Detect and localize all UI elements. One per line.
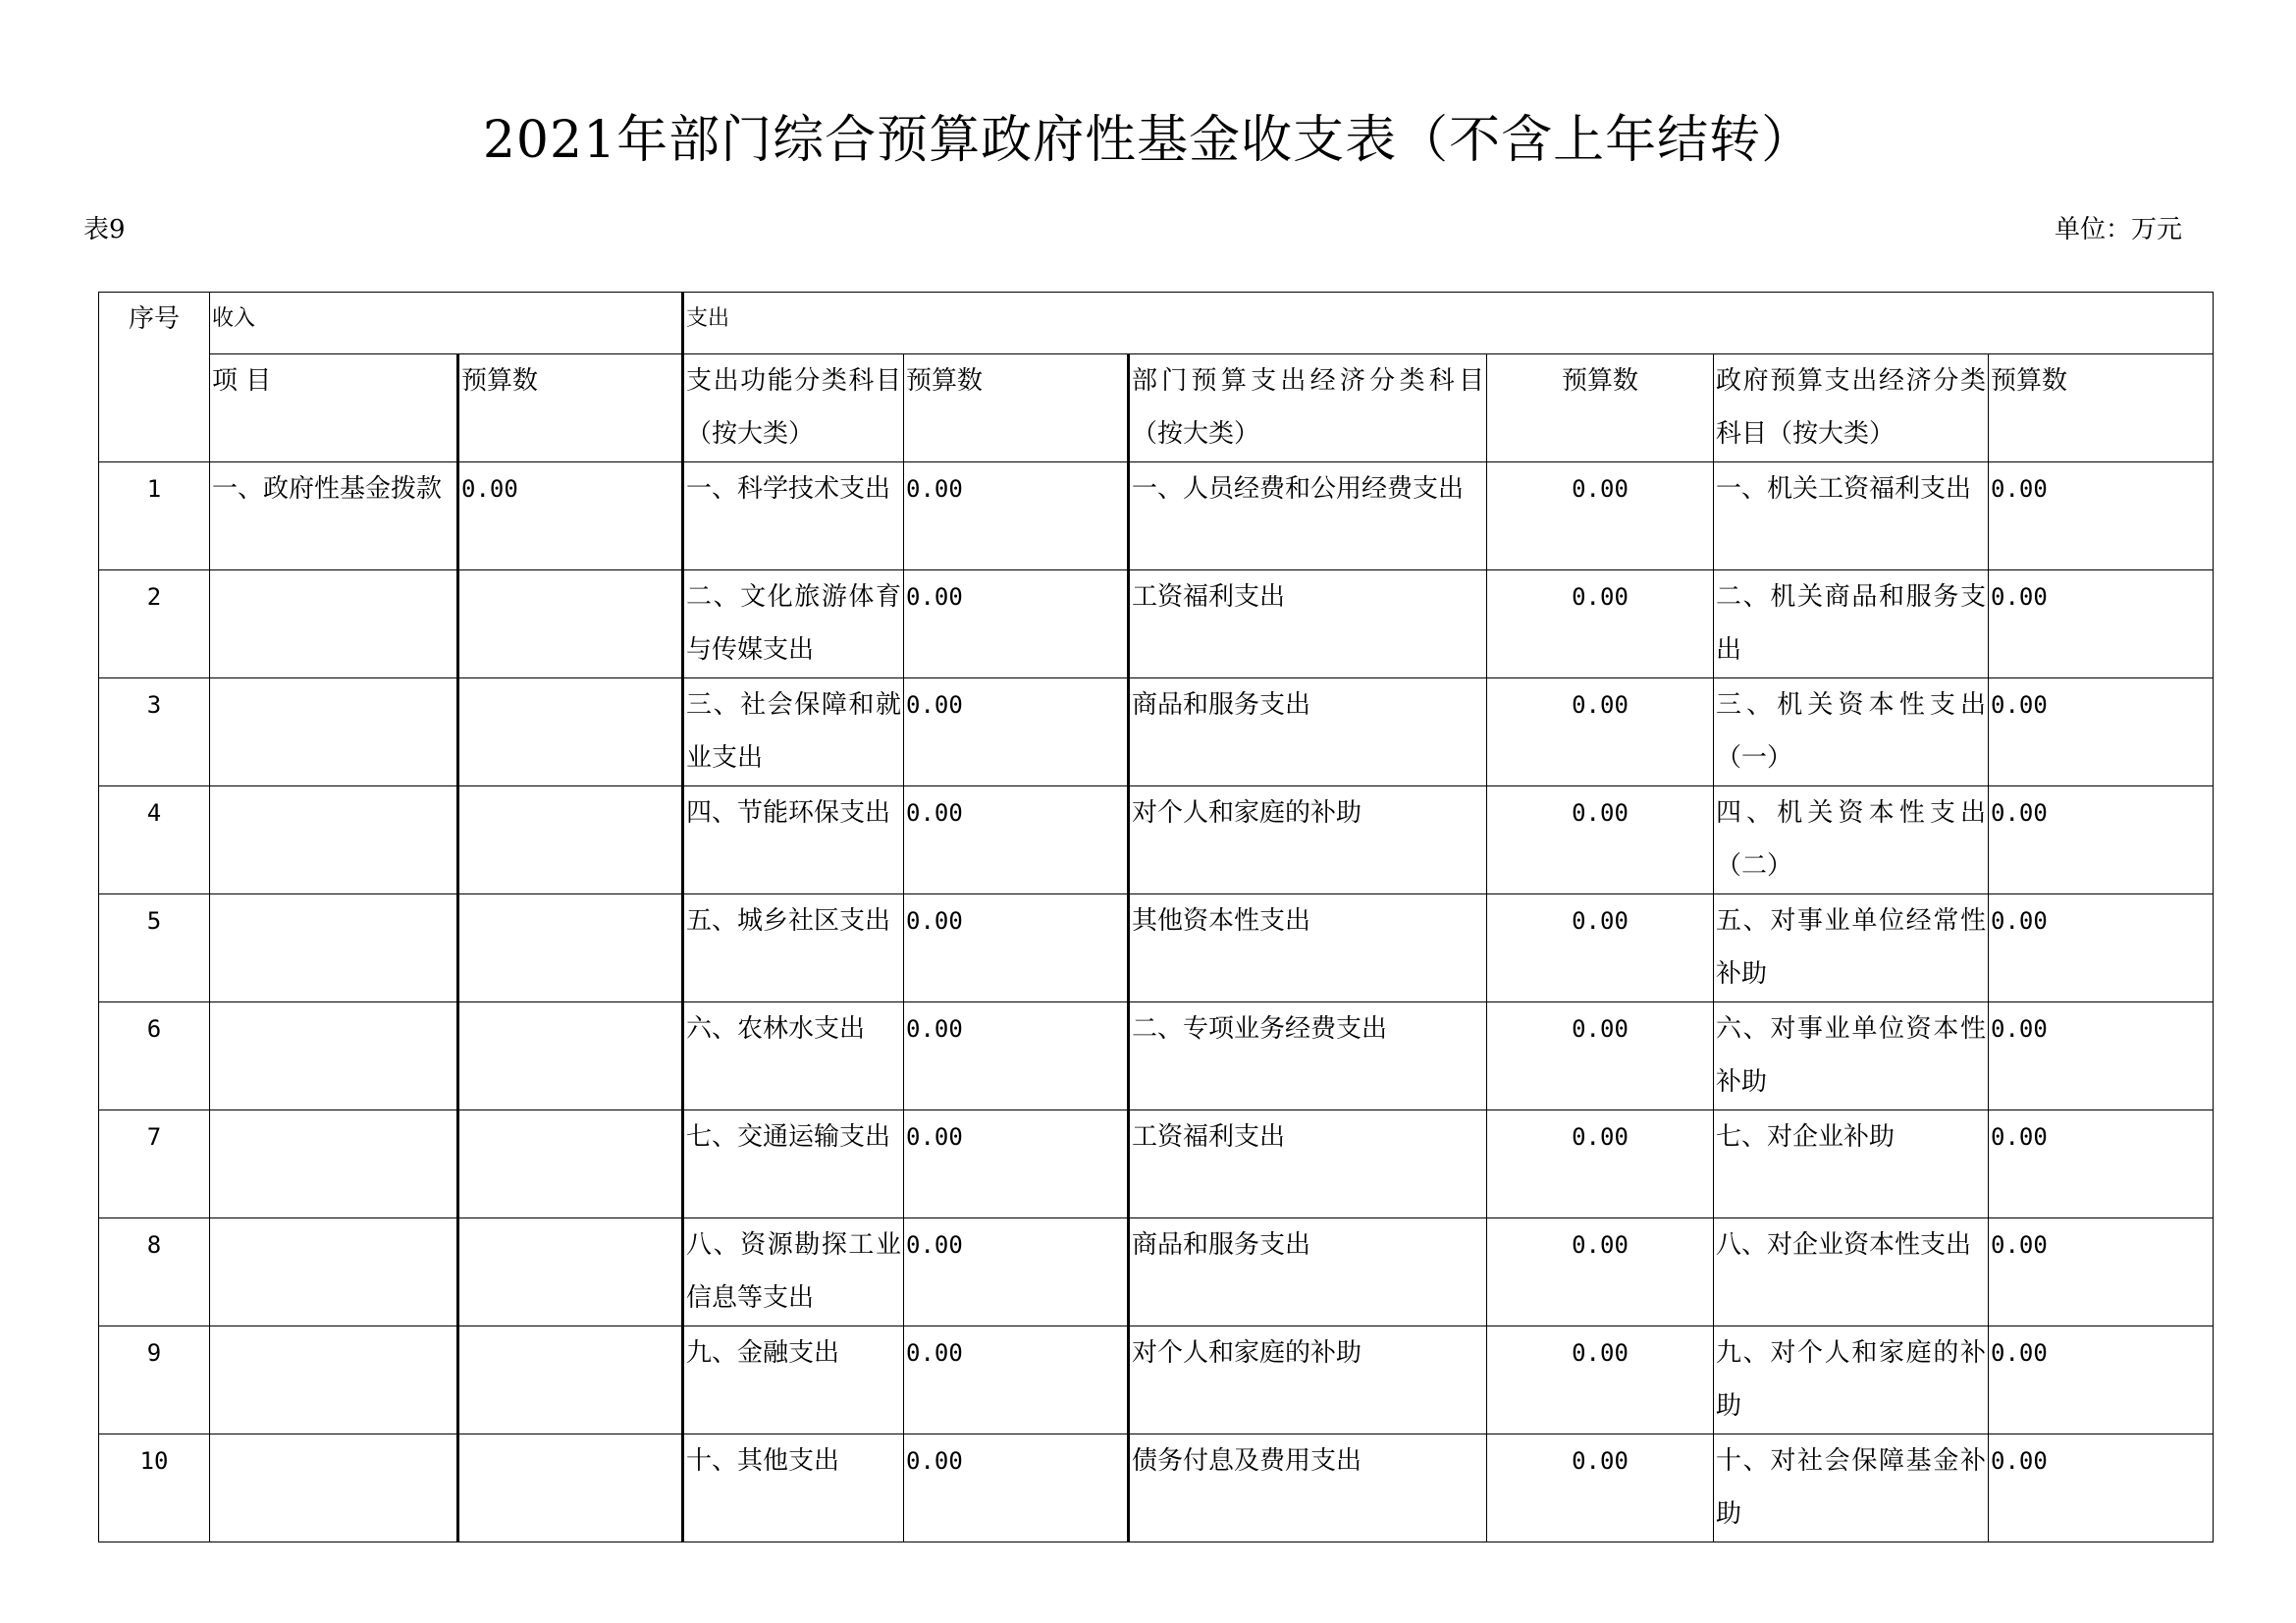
income-amount-cell (458, 894, 683, 1002)
income-budget-header: 预算数 (458, 354, 683, 462)
dept-amount-cell: 0.00 (1487, 1110, 1714, 1218)
gov-econ-cell: 六、对事业单位资本性补助 (1714, 1002, 1989, 1110)
seq-cell: 6 (99, 1002, 210, 1110)
func-amount-cell: 0.00 (904, 1434, 1129, 1542)
income-amount-cell (458, 678, 683, 786)
dept-amount-cell: 0.00 (1487, 1002, 1714, 1110)
func-amount-cell: 0.00 (904, 894, 1129, 1002)
income-item-cell (210, 1002, 458, 1110)
gov-econ-cell: 十、对社会保障基金补助 (1714, 1434, 1989, 1542)
gov-econ-cell: 一、机关工资福利支出 (1714, 462, 1989, 570)
table-row (99, 786, 2214, 894)
budget-table (98, 292, 2214, 1542)
table-row (99, 1326, 2214, 1434)
unit-label: 单位：万元 (2054, 215, 2182, 244)
dept-amount-cell: 0.00 (1487, 1326, 1714, 1434)
seq-header: 序号 (99, 293, 210, 462)
func-class-cell: 十、其他支出 (683, 1434, 904, 1542)
income-item-cell (210, 1326, 458, 1434)
func-class-cell: 四、节能环保支出 (683, 786, 904, 894)
page-title: 2021年部门综合预算政府性基金收支表（不含上年结转） (482, 111, 1814, 170)
seq-cell: 3 (99, 678, 210, 786)
gov-amount-cell: 0.00 (1989, 570, 2214, 678)
seq-cell: 10 (99, 1434, 210, 1542)
func-amount-cell: 0.00 (904, 786, 1129, 894)
seq-cell: 5 (99, 894, 210, 1002)
func-amount-cell: 0.00 (904, 1326, 1129, 1434)
expense-header: 支出 (683, 293, 2214, 354)
dept-amount-cell: 0.00 (1487, 894, 1714, 1002)
income-item-cell (210, 894, 458, 1002)
header-row-2 (99, 354, 2214, 462)
gov-budget-header: 预算数 (1989, 354, 2214, 462)
seq-cell: 8 (99, 1218, 210, 1326)
dept-econ-cell: 一、人员经费和公用经费支出 (1129, 462, 1487, 570)
table-row (99, 1218, 2214, 1326)
func-amount-cell: 0.00 (904, 678, 1129, 786)
gov-amount-cell: 0.00 (1989, 894, 2214, 1002)
gov-econ-cell: 二、机关商品和服务支出 (1714, 570, 1989, 678)
gov-amount-cell: 0.00 (1989, 1110, 2214, 1218)
income-item-cell (210, 1110, 458, 1218)
gov-amount-cell: 0.00 (1989, 1326, 2214, 1434)
gov-econ-cell: 九、对个人和家庭的补助 (1714, 1326, 1989, 1434)
income-amount-cell (458, 1110, 683, 1218)
seq-cell: 1 (99, 462, 210, 570)
gov-econ-cell: 七、对企业补助 (1714, 1110, 1989, 1218)
dept-amount-cell: 0.00 (1487, 570, 1714, 678)
gov-econ-cell: 四、机关资本性支出（二） (1714, 786, 1989, 894)
seq-cell: 9 (99, 1326, 210, 1434)
func-budget-header: 预算数 (904, 354, 1129, 462)
dept-econ-cell: 对个人和家庭的补助 (1129, 1326, 1487, 1434)
func-class-cell: 一、科学技术支出 (683, 462, 904, 570)
dept-amount-cell: 0.00 (1487, 678, 1714, 786)
income-amount-cell (458, 786, 683, 894)
income-item-cell (210, 678, 458, 786)
income-amount-cell (458, 1326, 683, 1434)
dept-econ-cell: 债务付息及费用支出 (1129, 1434, 1487, 1542)
income-item-cell (210, 570, 458, 678)
dept-econ-header: 部门预算支出经济分类科目（按大类） (1129, 354, 1487, 462)
dept-amount-cell: 0.00 (1487, 786, 1714, 894)
item-header: 项 目 (210, 354, 458, 462)
func-class-cell: 九、金融支出 (683, 1326, 904, 1434)
func-class-cell: 八、资源勘探工业信息等支出 (683, 1218, 904, 1326)
table-row (99, 1110, 2214, 1218)
dept-econ-cell: 二、专项业务经费支出 (1129, 1002, 1487, 1110)
seq-cell: 4 (99, 786, 210, 894)
func-class-header: 支出功能分类科目（按大类） (683, 354, 904, 462)
gov-econ-cell: 三、机关资本性支出（一） (1714, 678, 1989, 786)
gov-econ-header: 政府预算支出经济分类科目（按大类） (1714, 354, 1989, 462)
dept-amount-cell: 0.00 (1487, 1434, 1714, 1542)
income-amount-cell: 0.00 (458, 462, 683, 570)
func-amount-cell: 0.00 (904, 1110, 1129, 1218)
income-amount-cell (458, 1434, 683, 1542)
income-item-cell (210, 1218, 458, 1326)
dept-amount-cell: 0.00 (1487, 1218, 1714, 1326)
seq-cell: 2 (99, 570, 210, 678)
dept-econ-cell: 对个人和家庭的补助 (1129, 786, 1487, 894)
table-row (99, 570, 2214, 678)
dept-amount-cell: 0.00 (1487, 462, 1714, 570)
income-amount-cell (458, 1002, 683, 1110)
func-amount-cell: 0.00 (904, 1002, 1129, 1110)
func-amount-cell: 0.00 (904, 570, 1129, 678)
dept-econ-cell: 工资福利支出 (1129, 1110, 1487, 1218)
table-row (99, 894, 2214, 1002)
func-class-cell: 三、社会保障和就业支出 (683, 678, 904, 786)
income-header: 收入 (210, 293, 683, 354)
gov-amount-cell: 0.00 (1989, 1434, 2214, 1542)
header-row-1 (99, 293, 2214, 354)
dept-econ-cell: 商品和服务支出 (1129, 1218, 1487, 1326)
func-class-cell: 六、农林水支出 (683, 1002, 904, 1110)
func-amount-cell: 0.00 (904, 1218, 1129, 1326)
table-row (99, 678, 2214, 786)
income-item-cell (210, 786, 458, 894)
table-row (99, 462, 2214, 570)
income-item-cell: 一、政府性基金拨款 (210, 462, 458, 570)
gov-econ-cell: 八、对企业资本性支出 (1714, 1218, 1989, 1326)
dept-econ-cell: 商品和服务支出 (1129, 678, 1487, 786)
gov-amount-cell: 0.00 (1989, 462, 2214, 570)
table-number: 表9 (83, 215, 126, 244)
gov-amount-cell: 0.00 (1989, 786, 2214, 894)
table-row (99, 1434, 2214, 1542)
income-amount-cell (458, 1218, 683, 1326)
income-item-cell (210, 1434, 458, 1542)
gov-amount-cell: 0.00 (1989, 1218, 2214, 1326)
income-amount-cell (458, 570, 683, 678)
func-class-cell: 七、交通运输支出 (683, 1110, 904, 1218)
gov-amount-cell: 0.00 (1989, 678, 2214, 786)
func-amount-cell: 0.00 (904, 462, 1129, 570)
gov-econ-cell: 五、对事业单位经常性补助 (1714, 894, 1989, 1002)
table-row (99, 1002, 2214, 1110)
func-class-cell: 五、城乡社区支出 (683, 894, 904, 1002)
func-class-cell: 二、文化旅游体育与传媒支出 (683, 570, 904, 678)
dept-budget-header: 预算数 (1487, 354, 1714, 462)
dept-econ-cell: 其他资本性支出 (1129, 894, 1487, 1002)
dept-econ-cell: 工资福利支出 (1129, 570, 1487, 678)
seq-cell: 7 (99, 1110, 210, 1218)
gov-amount-cell: 0.00 (1989, 1002, 2214, 1110)
